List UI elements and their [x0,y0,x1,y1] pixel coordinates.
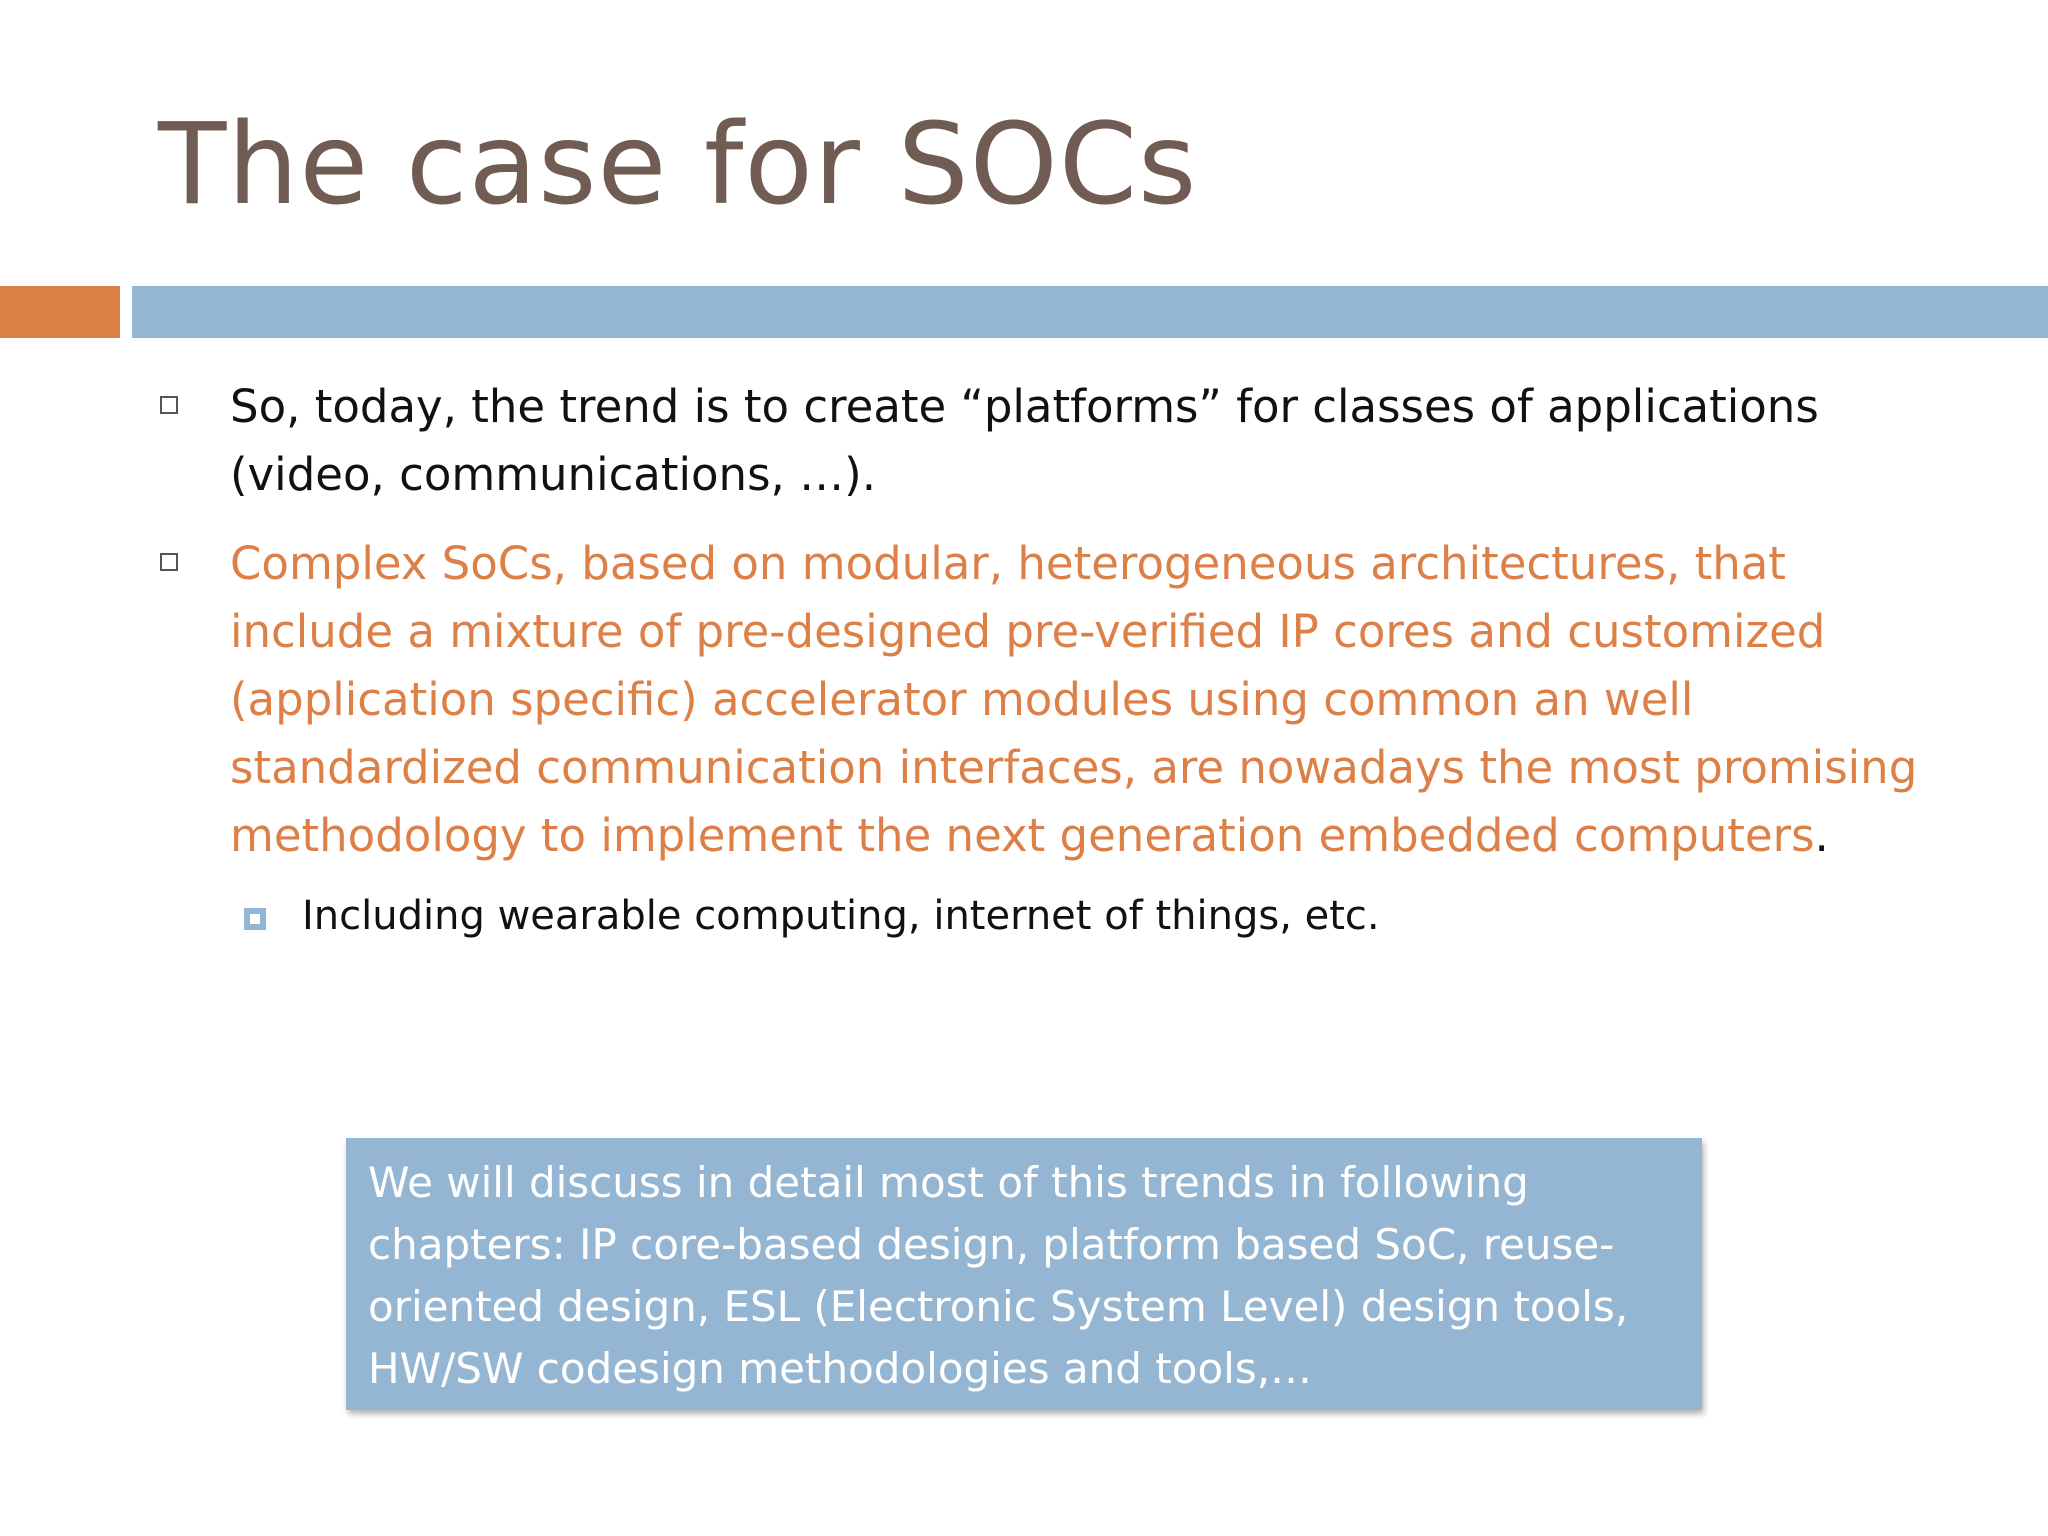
bullet-text: So, today, the trend is to create “platforms” for classes of applications (video, communications, …). [230,380,1819,501]
hollow-square-bullet-icon [160,396,178,414]
title-rule-bar [132,286,2048,338]
bullet-text [230,530,1920,870]
note-box: We will discuss in detail most of this trends in following chapters: IP core-based design, platform based SoC, reuse-oriented design, ESL (Electronic System Level) design tools, HW/SW codesign methodologies and tools,… [346,1138,1702,1410]
filled-square-bullet-icon [244,908,266,930]
sub-bullet-text: Including wearable computing, internet of things, etc. [302,893,1380,939]
title-rule-accent [0,286,120,338]
slide-title: The case for SOCs [158,100,1198,230]
bullet-text-highlight: Complex SoCs, based on modular, heterogeneous architectures, that include a mixture of pre-designed pre-verified IP cores and customized (application specific) accelerator modules using common an well standardized communication interfaces, are nowadays the most promising methodology to implement the next generation embedded computers [230,537,1918,862]
hollow-square-bullet-icon [160,553,178,571]
bullet-text-end: . [1814,809,1829,862]
